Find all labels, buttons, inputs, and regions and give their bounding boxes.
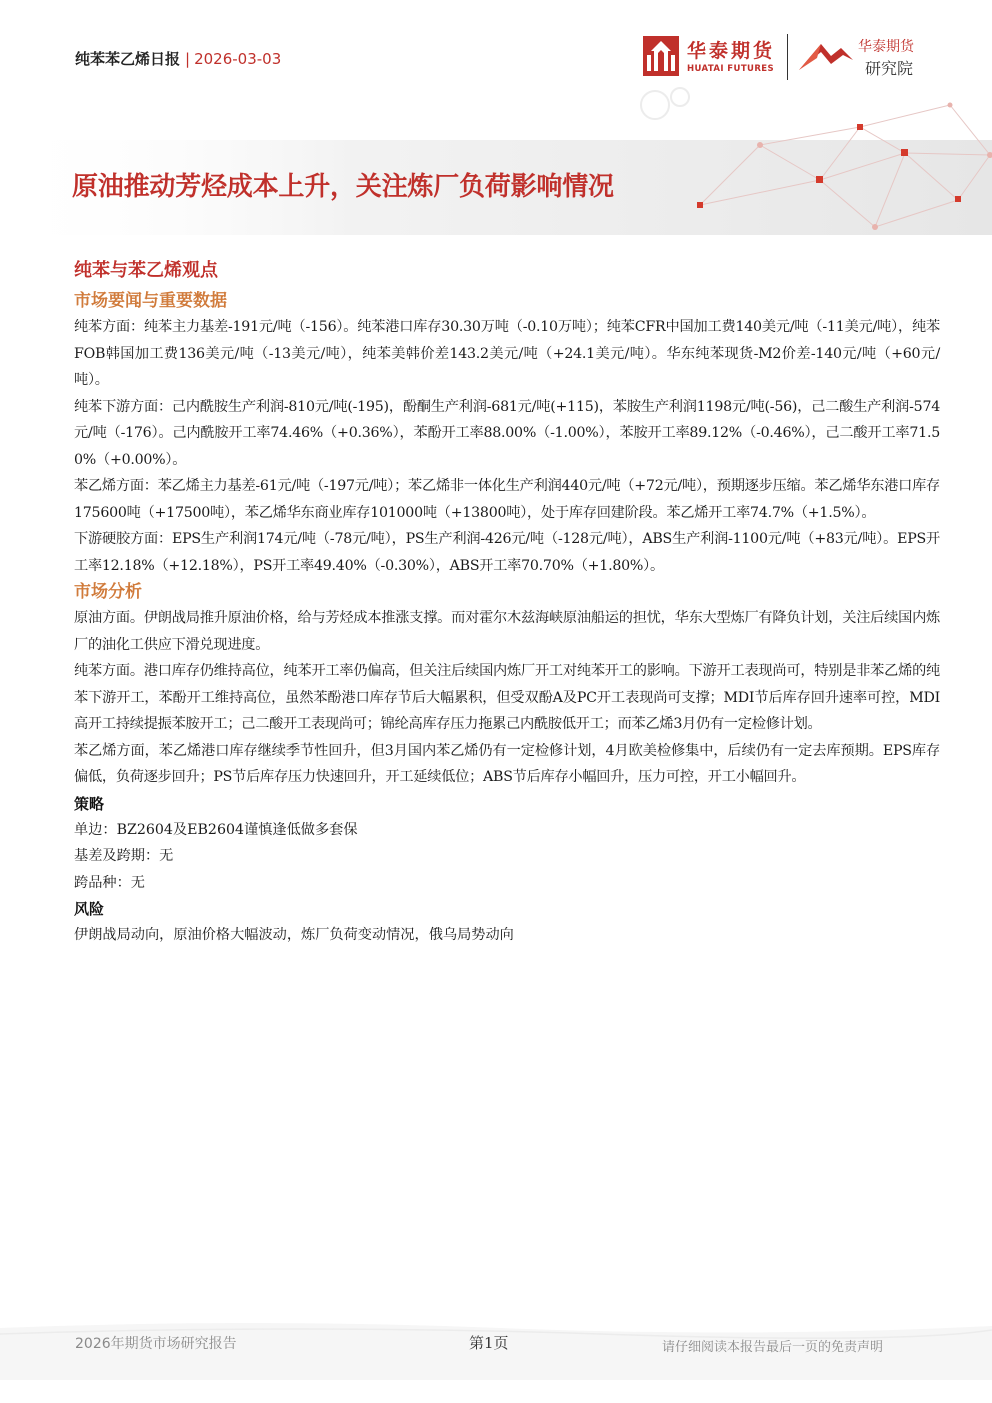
footer-page-number: 第1页	[469, 1334, 509, 1352]
strategy-line-basis: 基差及跨期：无	[74, 848, 174, 864]
section-title: 纯苯与苯乙烯观点	[74, 260, 218, 281]
report-header-title	[75, 48, 281, 69]
news-paragraph-benzene-downstream: 纯苯下游方面：己内酰胺生产利润-810元/吨(-195)，酚酮生产利润-681元/吨(+115)，苯胺生产利润1198元/吨(-56)，己二酸生产利润-574元/吨（-176）。己内酰胺开工率74.46%（+0.36%），苯酚开工率88.00%（-1.00%），苯胺开工率89.12%（-0.46%），己二酸开工率71.50%（+0.00%）。	[74, 398, 940, 468]
news-paragraph-styrene: 苯乙烯方面：苯乙烯主力基差-61元/吨（-197元/吨）；苯乙烯非一体化生产利润440元/吨（+72元/吨），预期逐步压缩。苯乙烯华东港口库存175600吨（+17500吨），苯乙烯华东商业库存101000吨（+13800吨），处于库存回建阶段。苯乙烯开工率74.7%（+1.5%）。	[74, 478, 940, 521]
logo-english-name: HUATAI FUTURES	[687, 64, 774, 74]
analysis-paragraph-styrene: 苯乙烯方面，苯乙烯港口库存继续季节性回升，但3月国内苯乙烯仍有一定检修计划，4月欧美检修集中，后续仍有一定去库预期。EPS库存偏低，负荷逐步回升；PS节后库存压力快速回升，开工延续低位；ABS节后库存小幅回升，压力可控，开工小幅回升。	[74, 742, 940, 785]
huatai-futures-logo-icon	[643, 36, 679, 76]
analysis-paragraph-benzene: 纯苯方面。港口库存仍维持高位，纯苯开工率仍偏高，但关注后续国内炼厂开工对纯苯开工的影响。下游开工表现尚可，特别是非苯乙烯的纯苯下游开工，苯酚开工维持高位，虽然苯酚港口库存节后大幅累积，但受双酚A及PC开工表现尚可支撑；MDI节后库存回升速率可控，MDI高开工持续提振苯胺开工；己二酸开工表现尚可；锦纶高库存压力拖累己内酰胺低开工；而苯乙烯3月仍有一定检修计划。	[74, 663, 940, 732]
risk-heading: 风险	[74, 900, 105, 918]
header-banner-graphic	[0, 85, 992, 235]
strategy-heading: 策略	[74, 794, 105, 813]
report-body	[74, 256, 940, 949]
news-paragraph-benzene: 纯苯方面：纯苯主力基差-191元/吨（-156）。纯苯港口库存30.30万吨（-0.10万吨）；纯苯CFR中国加工费140美元/吨（-11美元/吨），纯苯FOB韩国加工费136美元/吨（-13美元/吨），纯苯美韩价差143.2美元/吨（+24.1美元/吨）。华东纯苯现货-M2价差-140元/吨（+60元/吨）。	[74, 319, 940, 388]
report-date: 2026-03-03	[194, 50, 282, 68]
research-institute-logo-icon	[797, 38, 855, 74]
news-heading: 市场要闻与重要数据	[74, 291, 227, 311]
analysis-heading: 市场分析	[74, 582, 142, 602]
institute-name-line1: 华泰期货	[858, 39, 914, 55]
risk-text: 伊朗战局动向，原油价格大幅波动，炼厂负荷变动情况，俄乌局势动向	[74, 927, 514, 943]
strategy-line-cross: 跨品种：无	[74, 874, 145, 891]
header-separator: |	[185, 50, 191, 68]
news-paragraph-hard-plastics: 下游硬胶方面：EPS生产利润174元/吨（-78元/吨），PS生产利润-426元/吨（-128元/吨），ABS生产利润-1100元/吨（+83元/吨）。EPS开工率12.18%（+12.18%），PS开工率49.40%（-0.30%），ABS开工率70.70%（+1.80%）。	[74, 531, 940, 574]
analysis-paragraph-crude: 原油方面。伊朗战局推升原油价格，给与芳烃成本推涨支撑。而对霍尔木兹海峡原油船运的担忧，华东大型炼厂有降负计划，关注后续国内炼厂的油化工供应下滑兑现进度。	[74, 610, 940, 653]
footer-disclaimer-note: 请仔细阅读本报告最后一页的免责声明	[662, 1340, 884, 1355]
page-header	[0, 0, 992, 240]
report-main-title: 原油推动芳烃成本上升，关注炼厂负荷影响情况	[72, 172, 614, 202]
logo-chinese-name: 华泰期货	[687, 40, 776, 62]
page-footer	[0, 1320, 992, 1380]
strategy-line-unilateral: 单边：BZ2604及EB2604谨慎逢低做多套保	[74, 821, 358, 838]
footer-report-label: 2026年期货市场研究报告	[75, 1336, 237, 1352]
institute-name-line2: 研究院	[865, 59, 914, 78]
report-name: 纯苯苯乙烯日报	[75, 50, 181, 68]
logo-divider	[787, 34, 788, 80]
